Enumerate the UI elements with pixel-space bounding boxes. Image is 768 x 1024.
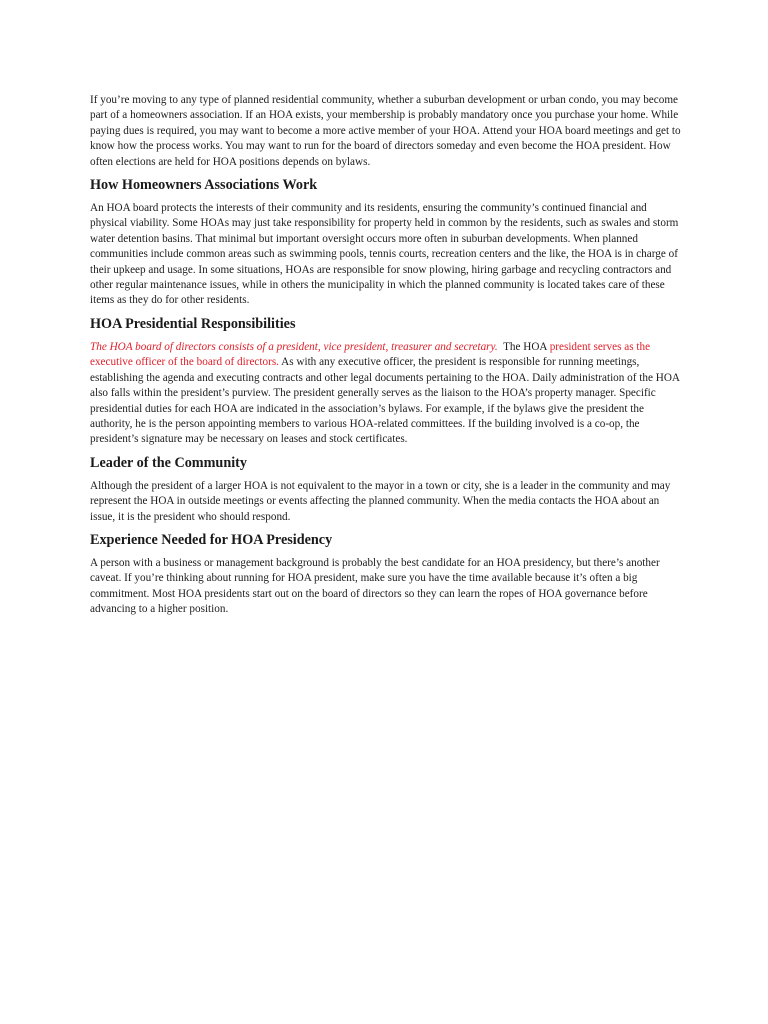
text-segment: As with any executive officer, the president is responsible for running meetings, establishing the agenda and executing contracts and other legal documents pertaining to the HOA. Daily administration of the HOA also falls within the president’s purview. The president generally serves as the liaison to the HOA’s property manager. Specific presidential duties for each HOA are indicated in the association’s bylaws. For example, if the bylaws give the president the authority, he is the person appointing members to various HOA-related committees. If the building involved is a co-op, the president’s signature may be necessary on leases and stock certificates. — [90, 356, 680, 446]
heading-presidential-responsibilities: HOA Presidential Responsibilities — [90, 315, 296, 332]
text-segment: The HOA — [497, 340, 550, 353]
president-role-link[interactable]: president serves as the executive officer of the board of directors. — [90, 340, 651, 369]
heading-experience-needed: Experience Needed for HOA Presidency — [90, 531, 333, 548]
document-page — [90, 93, 682, 618]
intro-paragraph: If you’re moving to any type of planned residential community, whether a suburban development or urban condo, you may become part of a homeowners association. If an HOA exists, your membership is probably mandatory once you purchase your home. While paying dues is required, you may want to become a more active member of your HOA. Attend your HOA board meetings and get to know how the process works. You may want to run for the board of directors someday and even become the HOA president. How often elections are held for HOA positions depends on bylaws. — [90, 94, 681, 168]
paragraph-presidential-responsibilities — [90, 340, 682, 448]
heading-leader-of-community: Leader of the Community — [90, 454, 247, 471]
paragraph-how-hoas-work: An HOA board protects the interests of their community and its residents, ensuring the community’s continued financial and physical viability. Some HOAs may just take responsibility for property held in common by the residents, such as swales and storm water detention basins. That minimal but important oversight occurs more often in suburban developments. When planned communities include common areas such as swimming pools, tennis courts, recreation centers and the like, the HOA is in charge of their upkeep and usage. In some situations, HOAs are responsible for snow plowing, hiring garbage and recycling contractors and other regular maintenance issues, while in others the municipality in which the planned community is located takes care of these items as they do for other residents. — [90, 202, 679, 307]
paragraph-leader-of-community: Although the president of a larger HOA is not equivalent to the mayor in a town or city, she is a leader in the community and may represent the HOA in outside meetings or events affecting the planned community. When the media contacts the HOA about an issue, it is the president who should respond. — [90, 479, 671, 523]
paragraph-experience-needed: A person with a business or management background is probably the best candidate for an HOA presidency, but there’s another caveat. If you’re thinking about running for HOA president, make sure you have the time available because it’s often a big commitment. Most HOA presidents start out on the board of directors so they can learn the ropes of HOA governance before advancing to a higher position. — [90, 556, 660, 616]
heading-how-hoas-work: How Homeowners Associations Work — [90, 177, 318, 194]
highlighted-board-composition: The HOA board of directors consists of a president, vice president, treasurer and secretary. — [90, 340, 498, 353]
